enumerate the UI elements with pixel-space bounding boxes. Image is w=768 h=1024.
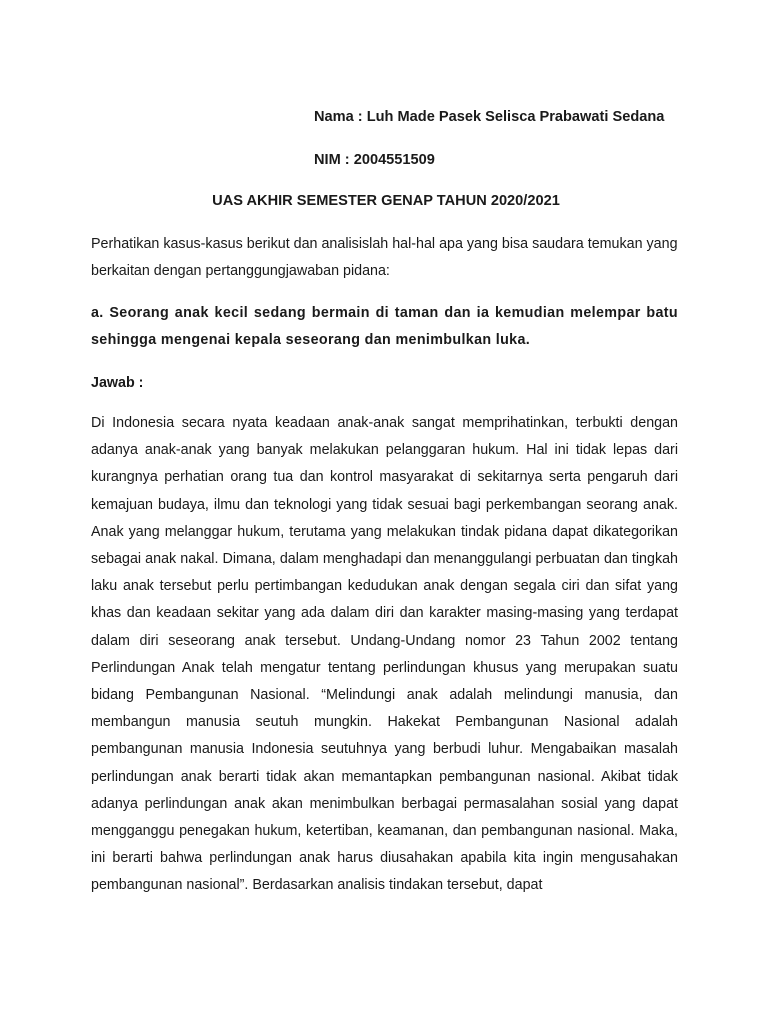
- intro-paragraph: Perhatikan kasus-kasus berikut dan analisislah hal-hal apa yang bisa saudara temukan yang berkaitan dengan pertanggungjawaban pidana:: [91, 236, 678, 280]
- student-nim: NIM : 2004551509: [314, 152, 435, 168]
- document-title: UAS AKHIR SEMESTER GENAP TAHUN 2020/2021: [212, 193, 560, 209]
- answer-label: Jawab :: [91, 375, 144, 391]
- answer-paragraph: Di Indonesia secara nyata keadaan anak-anak sangat memprihatinkan, terbukti dengan adanya anak-anak yang banyak melakukan pelanggaran hukum. Hal ini tidak lepas dari kurangnya perhatian orang tua dan kontrol masyarakat di sekitarnya serta pengaruh dari kemajuan budaya, ilmu dan teknologi yang tidak sesuai bagi perkembangan seorang anak. Anak yang melanggar hukum, terutama yang melakukan tindak pidana dapat dikategorikan sebagai anak nakal. Dimana, dalam menghadapi dan menanggulangi perbuatan dan tingkah laku anak tersebut perlu pertimbangan kedudukan anak dengan segala ciri dan sifat yang khas dan keadaan sekitar yang ada dalam diri dan karakter masing-masing yang terdapat dalam diri seseorang anak tersebut. Undang-Undang nomor 23 Tahun 2002 tentang Perlindungan Anak telah mengatur tentang perlindungan khusus yang merupakan suatu bidang Pembangunan Nasional. “Melindungi anak adalah melindungi manusia, dan membangun manusia seutuh mungkin. Hakekat Pembangunan Nasional adalah pembangunan manusia Indonesia seutuhnya yang berbudi luhur. Mengabaikan masalah perlindungan anak berarti tidak akan memantapkan pembangunan nasional. Akibat tidak adanya perlindungan anak akan menimbulkan berbagai permasalahan sosial yang dapat mengganggu penegakan hukum, ketertiban, keamanan, dan pembangunan nasional. Maka, ini berarti bahwa perlindungan anak harus diusahakan apabila kita ingin mengusahakan pembangunan nasional”. Berdasarkan analisis tindakan tersebut, dapat: [91, 415, 678, 894]
- question-a: a. Seorang anak kecil sedang bermain di taman dan ia kemudian melempar batu sehingga mengenai kepala seseorang dan menimbulkan luka.: [91, 305, 678, 349]
- student-name: Nama : Luh Made Pasek Selisca Prabawati Sedana: [314, 109, 665, 125]
